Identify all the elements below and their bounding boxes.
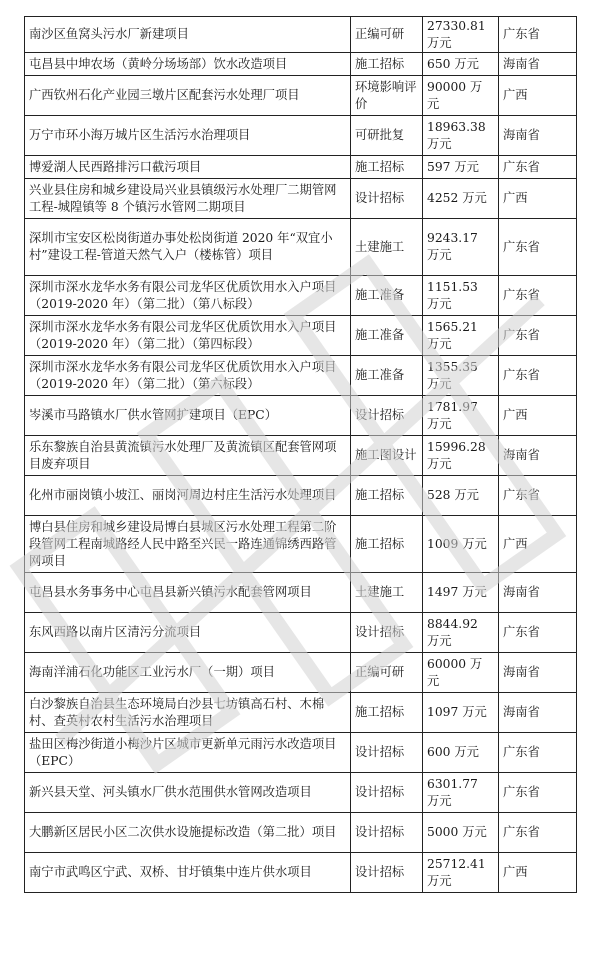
province-cell: 海南省 [499, 116, 577, 156]
province-cell: 广东省 [499, 219, 577, 276]
amount-cell: 1097 万元 [423, 693, 499, 733]
province-cell: 广东省 [499, 156, 577, 179]
province-cell: 广东省 [499, 276, 577, 316]
stage-cell: 施工招标 [351, 693, 423, 733]
project-table-container [24, 16, 576, 893]
stage-cell: 设计招标 [351, 179, 423, 219]
stage-cell: 施工招标 [351, 516, 423, 573]
table-row [25, 53, 577, 76]
amount-cell: 4252 万元 [423, 179, 499, 219]
project-name-cell: 乐东黎族自治县黄流镇污水处理厂及黄流镇区配套管网项目废弃项目 [25, 436, 351, 476]
province-cell: 广西 [499, 179, 577, 219]
stage-cell: 环境影响评价 [351, 76, 423, 116]
table-row [25, 573, 577, 613]
table-row [25, 853, 577, 893]
project-name-cell: 新兴县天堂、河头镇水厂供水范围供水管网改造项目 [25, 773, 351, 813]
project-name-cell: 化州市丽岗镇小坡江、丽岗河周边村庄生活污水处理项目 [25, 476, 351, 516]
table-row [25, 356, 577, 396]
province-cell: 广东省 [499, 316, 577, 356]
amount-cell: 1781.97 万元 [423, 396, 499, 436]
table-row [25, 733, 577, 773]
province-cell: 广西 [499, 516, 577, 573]
table-row [25, 316, 577, 356]
table-row [25, 276, 577, 316]
stage-cell: 土建施工 [351, 573, 423, 613]
stage-cell: 可研批复 [351, 116, 423, 156]
stage-cell: 施工招标 [351, 156, 423, 179]
province-cell: 广东省 [499, 17, 577, 53]
province-cell: 广西 [499, 396, 577, 436]
province-cell: 广东省 [499, 476, 577, 516]
province-cell: 广东省 [499, 813, 577, 853]
project-name-cell: 博爱湖人民西路排污口截污项目 [25, 156, 351, 179]
amount-cell: 528 万元 [423, 476, 499, 516]
province-cell: 海南省 [499, 653, 577, 693]
stage-cell: 设计招标 [351, 396, 423, 436]
project-name-cell: 屯昌县水务事务中心屯昌县新兴镇污水配套管网项目 [25, 573, 351, 613]
amount-cell: 600 万元 [423, 733, 499, 773]
project-name-cell: 深圳市深水龙华水务有限公司龙华区优质饮用水入户项目（2019-2020 年）（第二批）（第四标段） [25, 316, 351, 356]
province-cell: 广西 [499, 853, 577, 893]
table-row [25, 693, 577, 733]
table-row [25, 396, 577, 436]
amount-cell: 25712.41 万元 [423, 853, 499, 893]
table-row [25, 17, 577, 53]
amount-cell: 1151.53 万元 [423, 276, 499, 316]
table-row [25, 76, 577, 116]
table-row [25, 613, 577, 653]
project-name-cell: 深圳市深水龙华水务有限公司龙华区优质饮用水入户项目（2019-2020 年）（第二批）（第六标段） [25, 356, 351, 396]
stage-cell: 设计招标 [351, 813, 423, 853]
project-name-cell: 兴业县住房和城乡建设局兴业县镇级污水处理厂二期管网工程-城隍镇等 8 个镇污水管网二期项目 [25, 179, 351, 219]
stage-cell: 设计招标 [351, 733, 423, 773]
project-name-cell: 屯昌县中坤农场（黄岭分场场部）饮水改造项目 [25, 53, 351, 76]
province-cell: 海南省 [499, 53, 577, 76]
table-row [25, 156, 577, 179]
amount-cell: 60000 万元 [423, 653, 499, 693]
province-cell: 海南省 [499, 573, 577, 613]
table-row [25, 116, 577, 156]
stage-cell: 设计招标 [351, 853, 423, 893]
project-name-cell: 广西钦州石化产业园三墩片区配套污水处理厂项目 [25, 76, 351, 116]
province-cell: 广东省 [499, 356, 577, 396]
stage-cell: 土建施工 [351, 219, 423, 276]
stage-cell: 施工准备 [351, 316, 423, 356]
amount-cell: 27330.81 万元 [423, 17, 499, 53]
province-cell: 海南省 [499, 436, 577, 476]
project-name-cell: 海南洋浦石化功能区工业污水厂（一期）项目 [25, 653, 351, 693]
amount-cell: 1355.35 万元 [423, 356, 499, 396]
stage-cell: 设计招标 [351, 613, 423, 653]
stage-cell: 施工准备 [351, 356, 423, 396]
project-name-cell: 大鹏新区居民小区二次供水设施提标改造（第二批）项目 [25, 813, 351, 853]
project-name-cell: 岑溪市马路镇水厂供水管网扩建项目（EPC） [25, 396, 351, 436]
amount-cell: 597 万元 [423, 156, 499, 179]
amount-cell: 8844.92 万元 [423, 613, 499, 653]
table-row [25, 773, 577, 813]
project-name-cell: 深圳市宝安区松岗街道办事处松岗街道 2020 年“双宜小村”建设工程-管道天然气入户（楼栋管）项目 [25, 219, 351, 276]
project-name-cell: 南宁市武鸣区宁武、双桥、甘圩镇集中连片供水项目 [25, 853, 351, 893]
amount-cell: 1497 万元 [423, 573, 499, 613]
stage-cell: 施工图设计 [351, 436, 423, 476]
table-row [25, 219, 577, 276]
stage-cell: 设计招标 [351, 773, 423, 813]
province-cell: 广东省 [499, 733, 577, 773]
amount-cell: 5000 万元 [423, 813, 499, 853]
province-cell: 海南省 [499, 693, 577, 733]
amount-cell: 6301.77 万元 [423, 773, 499, 813]
stage-cell: 正编可研 [351, 17, 423, 53]
province-cell: 广西 [499, 76, 577, 116]
project-table-body [25, 17, 577, 893]
amount-cell: 1565.21 万元 [423, 316, 499, 356]
project-name-cell: 博白县住房和城乡建设局博白县城区污水处理工程第二阶段管网工程南城路经人民中路至兴民一路连通锦绣西路管网项目 [25, 516, 351, 573]
stage-cell: 施工准备 [351, 276, 423, 316]
project-name-cell: 白沙黎族自治县生态环境局白沙县七坊镇高石村、木棉村、查英村农村生活污水治理项目 [25, 693, 351, 733]
stage-cell: 施工招标 [351, 53, 423, 76]
province-cell: 广东省 [499, 773, 577, 813]
project-name-cell: 东风西路以南片区清污分流项目 [25, 613, 351, 653]
table-row [25, 436, 577, 476]
amount-cell: 18963.38 万元 [423, 116, 499, 156]
table-row [25, 653, 577, 693]
table-row [25, 179, 577, 219]
amount-cell: 650 万元 [423, 53, 499, 76]
table-row [25, 813, 577, 853]
project-name-cell: 南沙区鱼窝头污水厂新建项目 [25, 17, 351, 53]
amount-cell: 90000 万元 [423, 76, 499, 116]
province-cell: 广东省 [499, 613, 577, 653]
amount-cell: 15996.28 万元 [423, 436, 499, 476]
project-table [24, 16, 577, 893]
project-name-cell: 盐田区梅沙街道小梅沙片区城市更新单元雨污水改造项目（EPC） [25, 733, 351, 773]
stage-cell: 施工招标 [351, 476, 423, 516]
project-name-cell: 万宁市环小海万城片区生活污水治理项目 [25, 116, 351, 156]
table-row [25, 516, 577, 573]
project-name-cell: 深圳市深水龙华水务有限公司龙华区优质饮用水入户项目（2019-2020 年）（第二批）（第八标段） [25, 276, 351, 316]
amount-cell: 9243.17 万元 [423, 219, 499, 276]
table-row [25, 476, 577, 516]
amount-cell: 1009 万元 [423, 516, 499, 573]
stage-cell: 正编可研 [351, 653, 423, 693]
